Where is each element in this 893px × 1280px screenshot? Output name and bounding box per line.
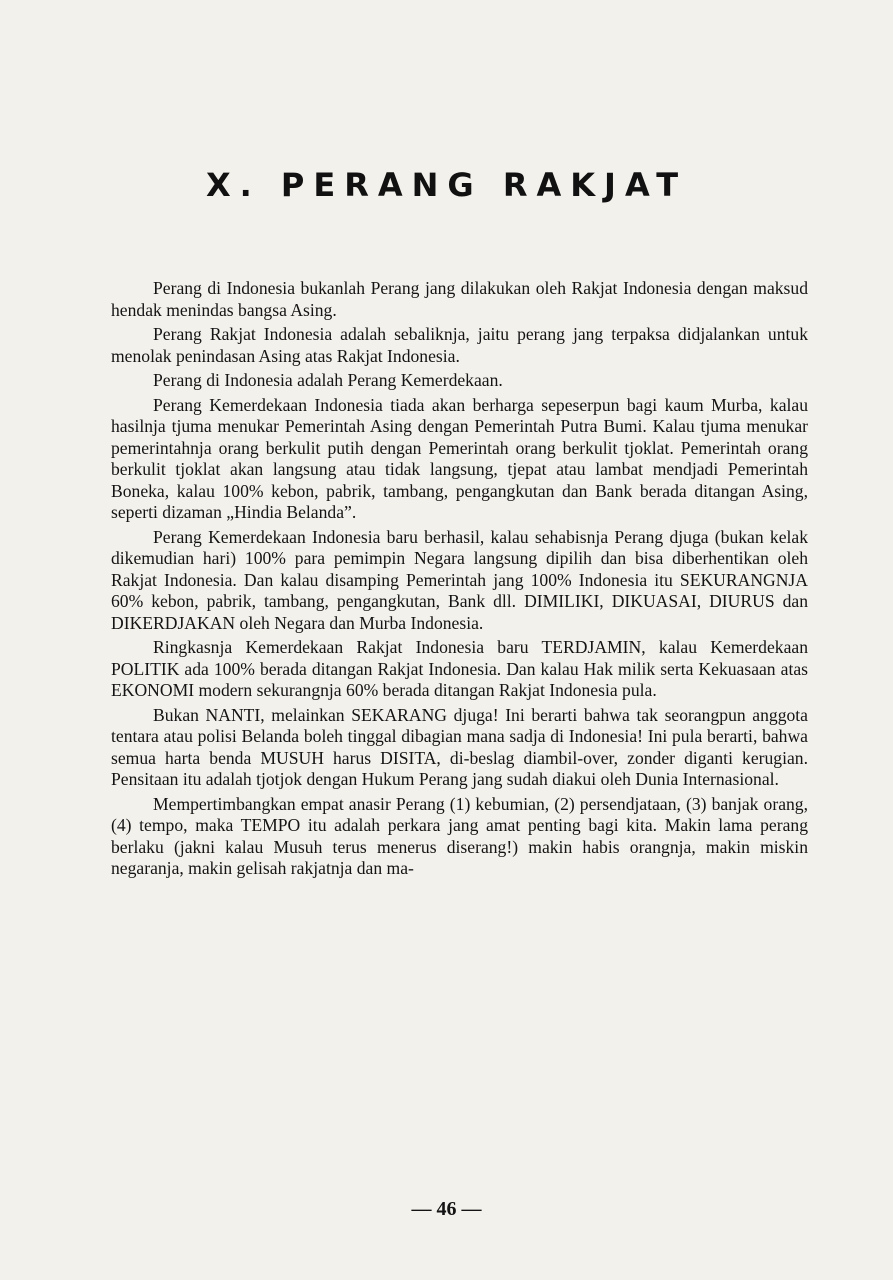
paragraph: Bukan NANTI, melainkan SEKARANG djuga! Ini berarti bahwa tak seorangpun anggota tentara atau polisi Belanda boleh tinggal dibagian mana sadja di Indonesia! Ini pula berarti, bahwa semua harta benda MUSUH harus DISITA, di-beslag diambil-over, zonder diganti kerugian. Pensitaan itu adalah tjotjok dengan Hukum Perang jang sudah diakui oleh Dunia Internasional.	[111, 704, 808, 789]
paragraph: Perang di Indonesia adalah Perang Kemerdekaan.	[153, 370, 503, 390]
body-text	[111, 278, 808, 883]
paragraph: Perang Kemerdekaan Indonesia baru berhasil, kalau sehabisnja Perang djuga (bukan kelak dikemudian hari) 100% para pemimpin Negara langsung dipilih dan bisa diberhentikan oleh Rakjat Indonesia. Dan kalau disamping Pemerintah jang 100% Indonesia itu SEKURANGNJA 60% kebon, pabrik, tambang, pengangkutan, Bank dll. DIMILIKI, DIKUASAI, DIURUS dan DIKERDJAKAN oleh Negara dan Murba Indonesia.	[111, 526, 808, 633]
page-number: — 46 —	[411, 1198, 482, 1220]
paragraph: Perang di Indonesia bukanlah Perang jang dilakukan oleh Rakjat Indonesia dengan maksud hendak menindas bangsa Asing.	[111, 278, 808, 320]
paragraph: Mempertimbangkan empat anasir Perang (1) kebumian, (2) persendjataan, (3) banjak orang, (4) tempo, maka TEMPO itu adalah perkara jang amat penting bagi kita. Makin lama perang berlaku (jakni kalau Musuh terus menerus diserang!) makin habis orangnja, makin miskin negaranja, makin gelisah rakjatnja dan ma-	[111, 793, 808, 878]
paragraph: Perang Rakjat Indonesia adalah sebaliknja, jaitu perang jang terpaksa didjalankan untuk menolak penindasan Asing atas Rakjat Indonesia.	[111, 324, 808, 366]
paragraph: Ringkasnja Kemerdekaan Rakjat Indonesia baru TERDJAMIN, kalau Kemerdekaan POLITIK ada 100% berada ditangan Rakjat Indonesia. Dan kalau Hak milik serta Kekuasaan atas EKONOMI modern sekurangnja 60% berada ditangan Rakjat Indonesia pula.	[111, 637, 808, 700]
paragraph: Perang Kemerdekaan Indonesia tiada akan berharga sepeserpun bagi kaum Murba, kalau hasilnja tjuma menukar Pemerintah Asing dengan Pemerintah Putra Bumi. Kalau tjuma menukar pemerintahnja orang berkulit putih dengan Pemerintah orang berkulit tjoklat. Pemerintah orang berkulit tjoklat akan langsung atau tidak langsung, tjepat atau lambat mendjadi Pemerintah Boneka, kalau 100% kebon, pabrik, tambang, pengangkutan dan Bank berada ditangan Asing, seperti dizaman „Hindia Belanda”.	[111, 394, 808, 522]
chapter-title: X. PERANG RAKJAT	[205, 166, 688, 204]
